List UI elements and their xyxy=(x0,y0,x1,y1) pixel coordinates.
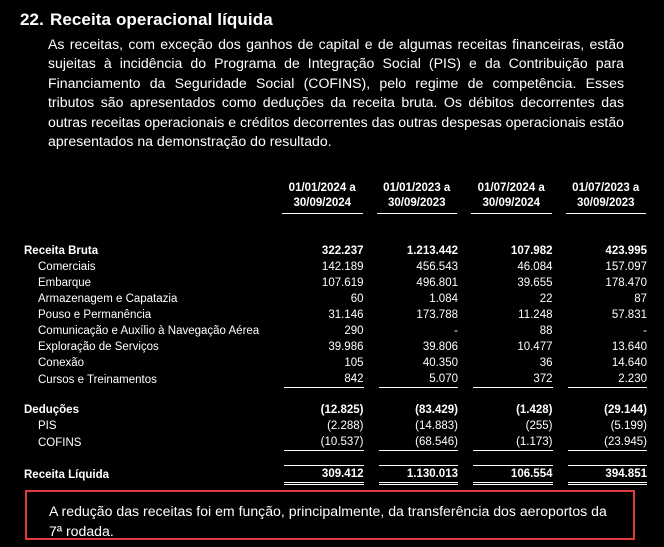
row-value: 290 xyxy=(344,325,364,337)
row-value: 57.831 xyxy=(611,309,647,321)
column-header-line2: 30/09/2023 xyxy=(387,197,446,209)
row-value-cell xyxy=(463,371,558,388)
row-value: 31.146 xyxy=(328,309,364,321)
row-value: 372 xyxy=(473,371,553,388)
row-value-cell xyxy=(463,465,558,485)
row-value-cell xyxy=(274,465,369,485)
row-value: 142.189 xyxy=(321,261,364,273)
column-header-line2: 30/09/2024 xyxy=(293,197,352,209)
row-value: 173.788 xyxy=(416,309,458,321)
row-label: Exploração de Serviços xyxy=(38,341,159,353)
row-label: COFINS xyxy=(38,436,82,449)
row-value: 39.655 xyxy=(517,277,553,289)
receita-liquida-row xyxy=(24,465,652,485)
table-row xyxy=(24,259,652,275)
row-value: 1.213.442 xyxy=(406,245,458,257)
row-value: 11.248 xyxy=(518,309,553,321)
row-value: 2.230 xyxy=(568,371,648,388)
row-value-cell xyxy=(558,434,653,451)
row-value: 10.477 xyxy=(517,341,553,353)
row-value: 178.470 xyxy=(605,277,647,289)
section-heading xyxy=(20,10,273,30)
section-title: Receita operacional líquida xyxy=(49,10,273,29)
receita-bruta-row xyxy=(24,243,652,259)
row-value: (12.825) xyxy=(320,404,364,416)
row-label: Receita Bruta xyxy=(24,245,99,257)
row-value: 322.237 xyxy=(321,245,364,257)
row-label: Deduções xyxy=(24,404,79,416)
row-value-cell xyxy=(558,465,653,485)
row-value: 5.070 xyxy=(379,371,459,388)
table-row xyxy=(24,418,652,434)
row-value: (14.883) xyxy=(415,420,458,432)
row-label: Pouso e Permanência xyxy=(38,309,152,321)
column-header-line1: 01/07/2024 a xyxy=(477,182,545,194)
row-value: (83.429) xyxy=(415,404,458,416)
row-label: PIS xyxy=(38,420,57,432)
row-value: 87 xyxy=(634,293,647,305)
row-label: Cursos e Treinamentos xyxy=(38,373,157,386)
row-label: Embarque xyxy=(38,277,92,289)
row-value: 1.084 xyxy=(429,293,458,305)
column-header-line1: 01/01/2024 a xyxy=(288,182,356,194)
row-value: 107.619 xyxy=(321,277,364,289)
row-value-cell xyxy=(369,465,464,485)
row-value: 1.130.013 xyxy=(379,465,459,485)
row-value: (255) xyxy=(525,420,553,432)
row-value: (5.199) xyxy=(610,420,647,432)
row-value: (68.546) xyxy=(379,434,459,451)
header-label-cell xyxy=(24,181,274,216)
row-value: (1.173) xyxy=(473,434,553,451)
row-value: (1.428) xyxy=(516,404,553,416)
row-value: - xyxy=(454,325,458,337)
column-header-line2: 30/09/2023 xyxy=(576,197,635,209)
row-value: 36 xyxy=(539,357,553,369)
column-header xyxy=(274,181,369,216)
row-value: 60 xyxy=(350,293,364,305)
row-value-cell xyxy=(369,434,464,451)
deducoes-row xyxy=(24,402,652,418)
row-value: (10.537) xyxy=(284,434,364,451)
row-value: 14.640 xyxy=(611,357,647,369)
row-value: (29.144) xyxy=(604,404,647,416)
row-value: 105 xyxy=(344,357,364,369)
table-row xyxy=(24,291,652,307)
row-value: 157.097 xyxy=(605,261,647,273)
row-value-cell xyxy=(558,371,653,388)
row-label: Conexão xyxy=(38,357,85,369)
row-value-cell xyxy=(369,371,464,388)
row-value: (23.945) xyxy=(568,434,648,451)
row-value: 88 xyxy=(539,325,553,337)
table-row xyxy=(24,371,652,388)
column-header xyxy=(463,181,558,216)
row-value: 46.084 xyxy=(517,261,553,273)
row-value: 13.640 xyxy=(611,341,647,353)
table-row xyxy=(24,339,652,355)
row-value-cell xyxy=(463,434,558,451)
row-value-cell xyxy=(274,434,369,451)
column-header-line1: 01/07/2023 a xyxy=(572,182,640,194)
row-label: Armazenagem e Capatazia xyxy=(38,293,178,305)
row-label: Comerciais xyxy=(38,261,96,273)
row-value: 39.806 xyxy=(422,341,458,353)
row-value: 22 xyxy=(539,293,553,305)
intro-paragraph: As receitas, com exceção dos ganhos de capital e de algumas receitas financeiras, estão sujeitas à incidência do Programa de Integração Social (PIS) e da Contribuição para Financiamento da Seguridade Social (COFINS), pelo regime de competência. Esses tributos são apresentados como deduções da receita bruta. Os débitos decorrentes das outras receitas operacionais e créditos decorrentes das outras despesas operacionais estão apresentados na demonstração do resultado. xyxy=(48,36,624,150)
column-header-line1: 01/01/2023 a xyxy=(383,182,451,194)
row-value: 309.412 xyxy=(284,465,364,485)
row-value-cell xyxy=(274,371,369,388)
row-value: 106.554 xyxy=(473,465,553,485)
row-value: 40.350 xyxy=(422,357,458,369)
revenue-table xyxy=(24,181,652,485)
section-number: 22. xyxy=(20,10,44,29)
table-row xyxy=(24,323,652,339)
table-row xyxy=(24,434,652,451)
column-header xyxy=(558,181,653,216)
row-label: Receita Líquida xyxy=(24,469,109,481)
row-value: (2.288) xyxy=(327,420,364,432)
table-row xyxy=(24,355,652,371)
row-value: 456.543 xyxy=(416,261,458,273)
row-value: 107.982 xyxy=(510,245,553,257)
row-value: 394.851 xyxy=(568,465,648,485)
table-header-row xyxy=(24,181,652,216)
table-row xyxy=(24,307,652,323)
column-header xyxy=(369,181,464,216)
highlight-note-box xyxy=(25,490,635,540)
note-text: A redução das receitas foi em função, principalmente, da transferência dos aeroportos da 7ª rodada. xyxy=(49,503,607,539)
column-header-line2: 30/09/2024 xyxy=(482,197,541,209)
row-value: 496.801 xyxy=(416,277,458,289)
row-value: 842 xyxy=(284,371,364,388)
row-value: 423.995 xyxy=(605,245,647,257)
row-label: Comunicação e Auxílio à Navegação Aérea xyxy=(38,325,260,337)
table-row xyxy=(24,275,652,291)
row-value: 39.986 xyxy=(328,341,364,353)
row-value: - xyxy=(643,325,647,337)
